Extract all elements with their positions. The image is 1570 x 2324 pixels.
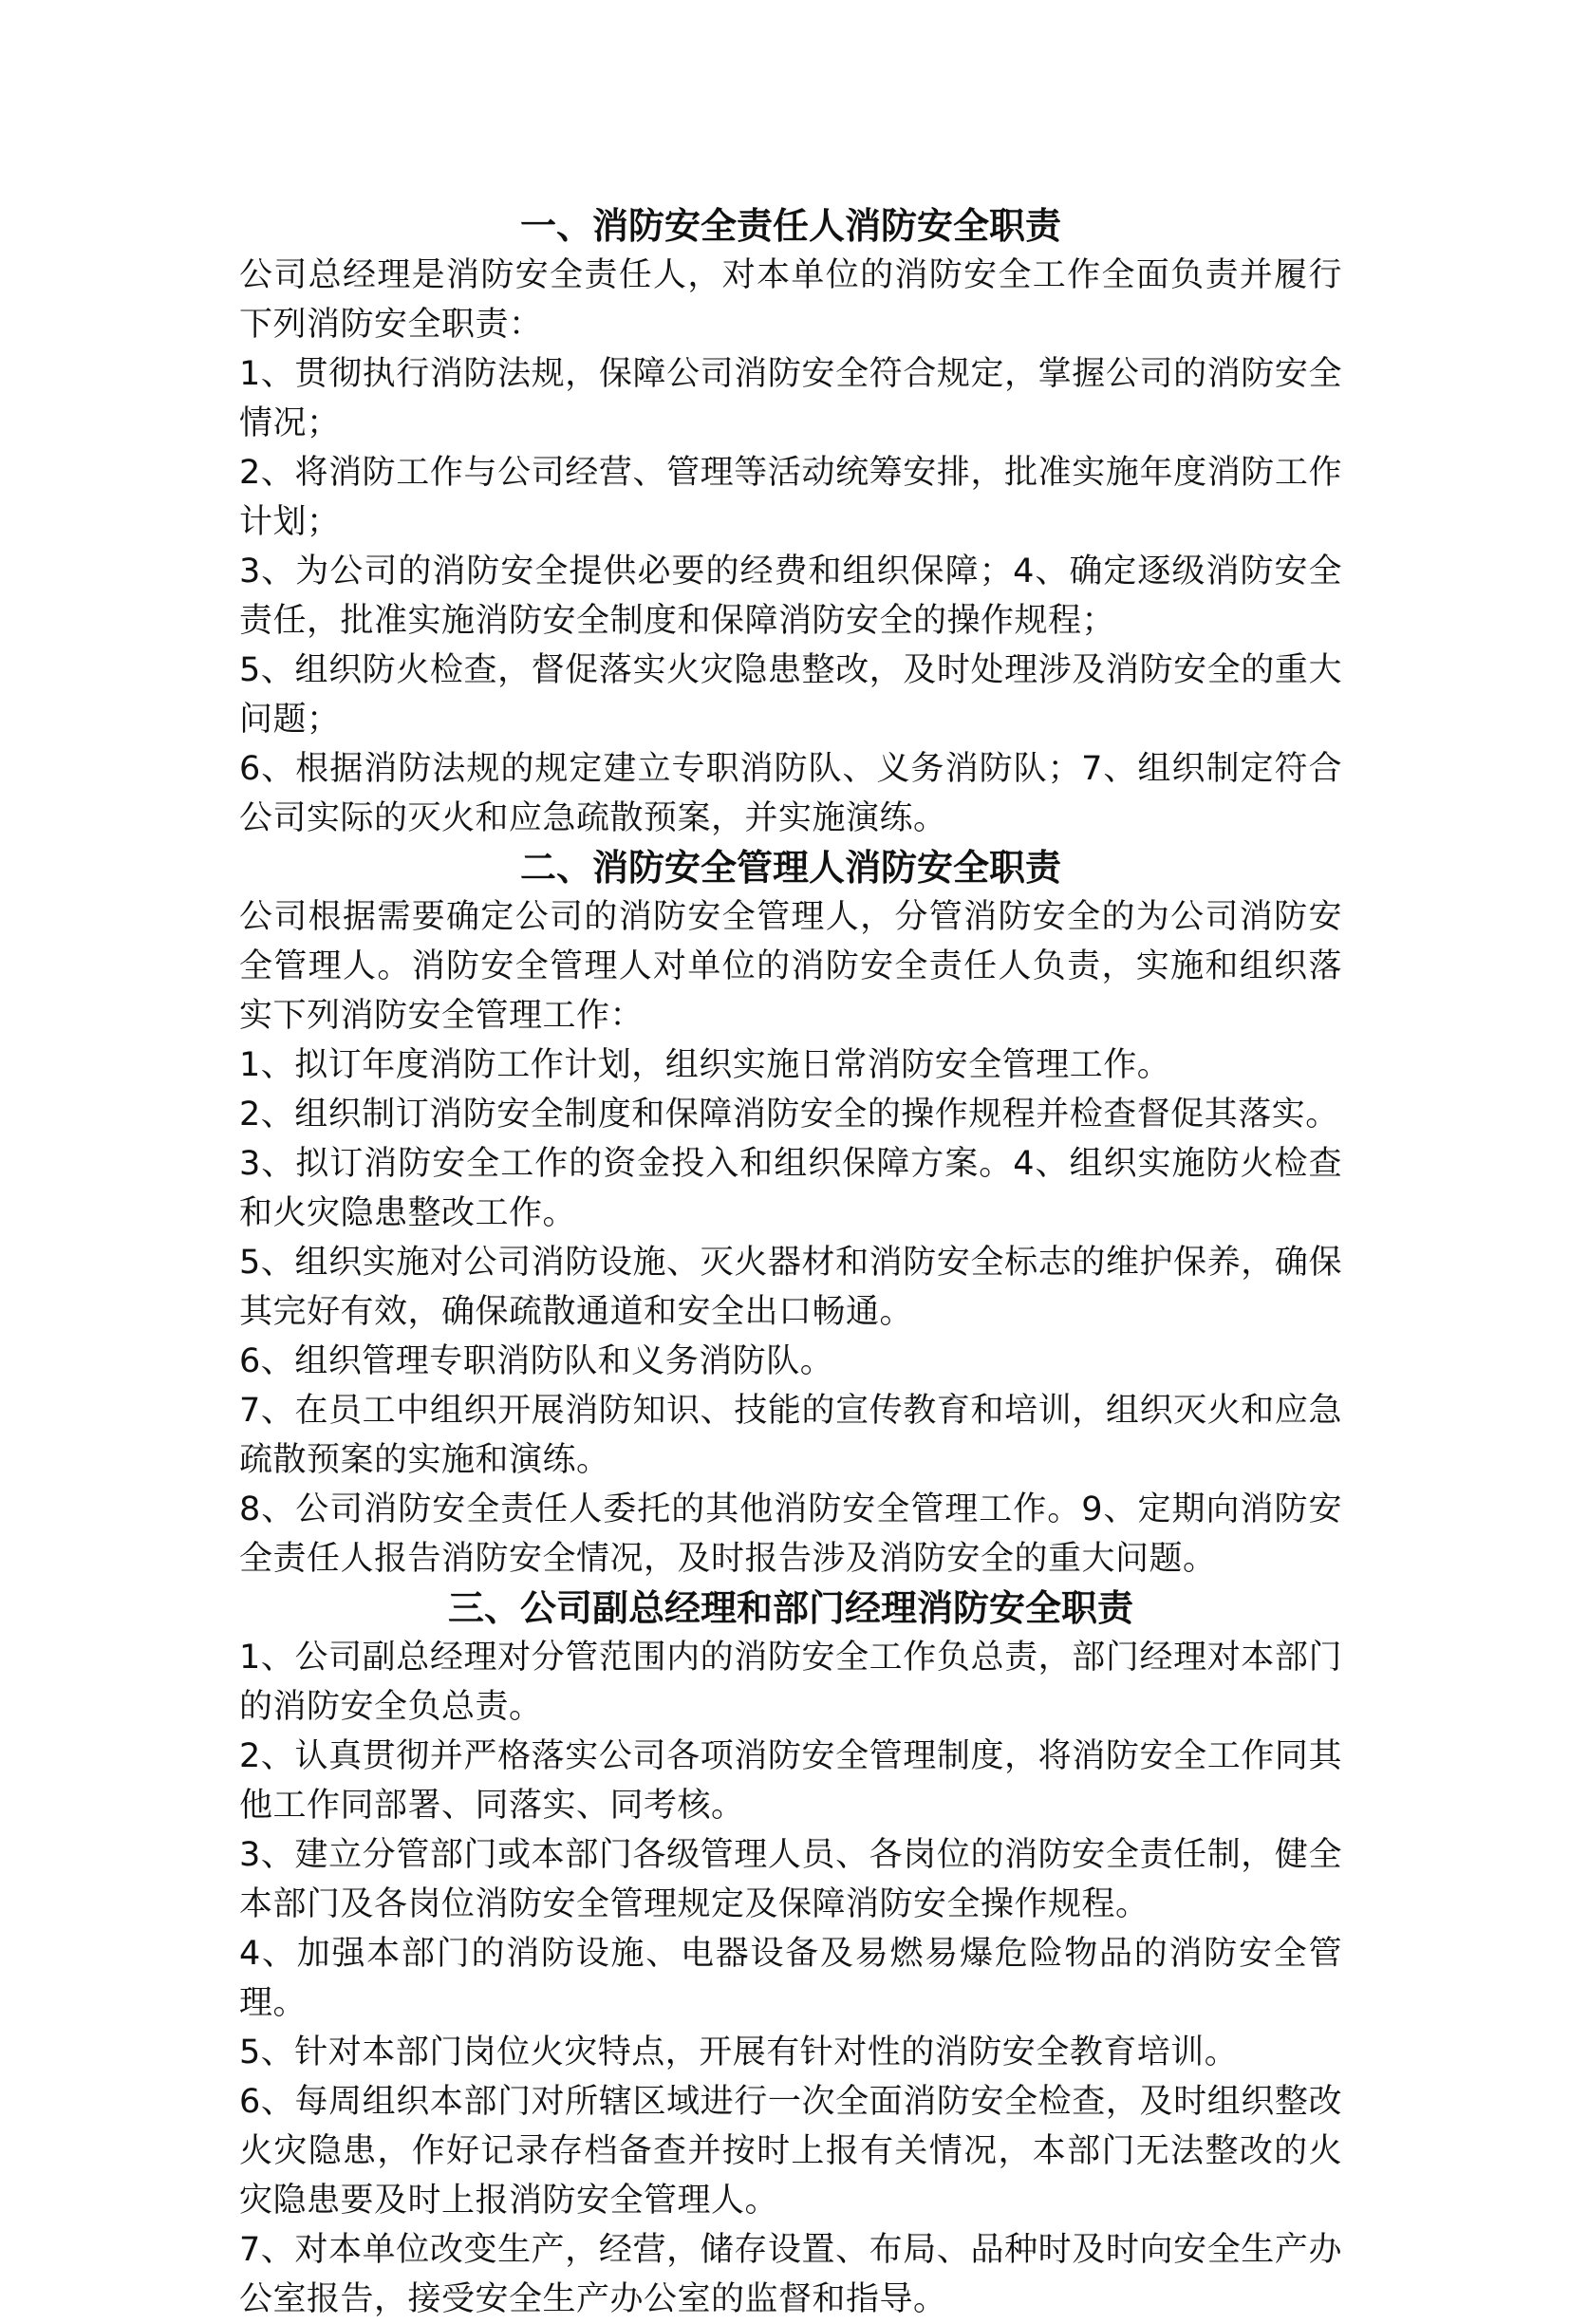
section-2-paragraph: 公司根据需要确定公司的消防安全管理人，分管消防安全的为公司消防安全管理人。消防安全管理人对单位的消防安全责任人负责，实施和组织落实下列消防安全管理工作： <box>239 898 1342 1035</box>
section-3-paragraph: 4、加强本部门的消防设施、电器设备及易燃易爆危险物品的消防安全管理。 <box>239 1935 1342 2022</box>
section-2-paragraph: 1、拟订年度消防工作计划，组织实施日常消防安全管理工作。 <box>239 1046 1171 1084</box>
section-1-paragraph: 公司总经理是消防安全责任人，对本单位的消防安全工作全面负责并履行下列消防安全职责： <box>239 256 1342 344</box>
section-2-paragraph: 7、在员工中组织开展消防知识、技能的宣传教育和培训，组织灭火和应急疏散预案的实施和演练。 <box>239 1392 1342 1479</box>
section-1-paragraph: 5、组织防火检查，督促落实火灾隐患整改，及时处理涉及消防安全的重大问题； <box>239 651 1342 739</box>
document-page <box>239 201 1342 2324</box>
section-1-paragraph: 6、根据消防法规的规定建立专职消防队、义务消防队；7、组织制定符合公司实际的灭火和应急疏散预案，并实施演练。 <box>239 750 1342 837</box>
section-2-paragraph: 8、公司消防安全责任人委托的其他消防安全管理工作。9、定期向消防安全责任人报告消防安全情况，及时报告涉及消防安全的重大问题。 <box>239 1490 1342 1578</box>
section-1-paragraph: 2、将消防工作与公司经营、管理等活动统筹安排，批准实施年度消防工作计划； <box>239 454 1342 541</box>
section-1-paragraph: 1、贯彻执行消防法规，保障公司消防安全符合规定，掌握公司的消防安全情况； <box>239 355 1342 442</box>
section-3-paragraph: 3、建立分管部门或本部门各级管理人员、各岗位的消防安全责任制，健全本部门及各岗位消防安全管理规定及保障消防安全操作规程。 <box>239 1836 1342 1923</box>
section-1-title: 一、消防安全责任人消防安全职责 <box>519 205 1061 247</box>
section-3-title: 三、公司副总经理和部门经理消防安全职责 <box>447 1587 1133 1629</box>
section-2-paragraph: 3、拟订消防安全工作的资金投入和组织保障方案。4、组织实施防火检查和火灾隐患整改工作。 <box>239 1145 1342 1232</box>
section-3-paragraph: 5、针对本部门岗位火灾特点，开展有针对性的消防安全教育培训。 <box>239 2034 1239 2071</box>
section-2-paragraph: 5、组织实施对公司消防设施、灭火器材和消防安全标志的维护保养，确保其完好有效，确保疏散通道和安全出口畅通。 <box>239 1244 1342 1331</box>
section-1-paragraph: 3、为公司的消防安全提供必要的经费和组织保障；4、确定逐级消防安全责任，批准实施消防安全制度和保障消防安全的操作规程； <box>239 553 1342 640</box>
section-3-paragraph: 1、公司副总经理对分管范围内的消防安全工作负总责，部门经理对本部门的消防安全负总责。 <box>239 1639 1342 1726</box>
section-3-paragraph: 7、对本单位改变生产，经营，储存设置、布局、品种时及时向安全生产办公室报告，接受安全生产办公室的监督和指导。 <box>239 2231 1342 2318</box>
section-2-paragraph: 2、组织制订消防安全制度和保障消防安全的操作规程并检查督促其落实。 <box>239 1096 1339 1134</box>
section-3-paragraph: 2、认真贯彻并严格落实公司各项消防安全管理制度，将消防安全工作同其他工作同部署、同落实、同考核。 <box>239 1737 1342 1825</box>
section-2-paragraph: 6、组织管理专职消防队和义务消防队。 <box>239 1342 834 1380</box>
section-3-paragraph: 6、每周组织本部门对所辖区域进行一次全面消防安全检查，及时组织整改火灾隐患，作好记录存档备查并按时上报有关情况，本部门无法整改的火灾隐患要及时上报消防安全管理人。 <box>239 2083 1342 2220</box>
section-2-title: 二、消防安全管理人消防安全职责 <box>519 847 1061 889</box>
